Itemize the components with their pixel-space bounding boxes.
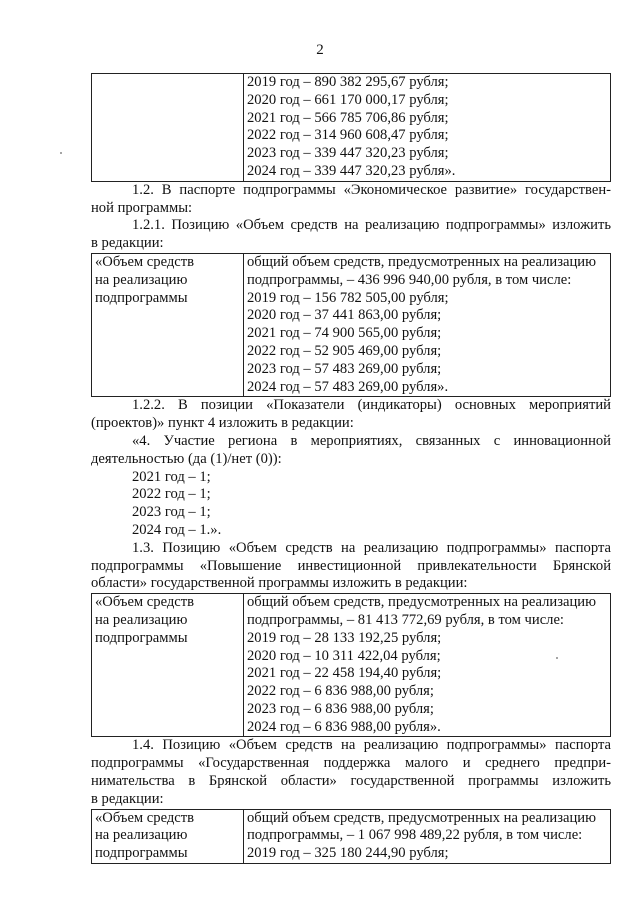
table-line: общий объем средств, предусмотренных на реализацию [247,253,597,270]
list-item: 2022 год – 1; [132,486,211,503]
paragraph-1-3-cont: подпрограммы «Повышение инвестиционной привлекательности Брянской [91,557,611,574]
table-line: 2022 год – 52 905 469,00 рубля; [247,342,442,359]
table-line: 2023 год – 6 836 988,00 рубля; [247,700,434,717]
paragraph-1-2-1: 1.2.1. Позицию «Объем средств на реализацию подпрограммы» изложить [132,217,611,234]
table-value-cell [244,253,611,396]
paragraph-1-2-1-cont: в редакции: [91,235,164,252]
funding-table-economic-development [91,253,611,397]
table-label-cell [92,809,244,863]
table-label-line: «Объем средств [95,809,195,826]
paragraph-1-2-2-cont: (проектов)» пункт 4 изложить в редакции: [91,415,354,432]
page-number: 2 [316,42,324,58]
table-label-line: «Объем средств [95,594,195,611]
table-line: 2019 год – 156 782 505,00 рубля; [247,289,449,306]
table-line: подпрограммы, – 1 067 998 489,22 рубля, в том числе: [247,827,583,844]
list-item: 2021 год – 1; [132,468,211,485]
table-line: 2021 год – 74 900 565,00 рубля; [247,325,442,342]
table-label-line: на реализацию [95,271,188,288]
table-label-line: подпрограммы [95,289,188,306]
table-line: 2022 год – 6 836 988,00 рубля; [247,683,434,700]
table-line: подпрограммы, – 436 996 940,00 рубля, в том числе: [247,271,572,288]
table-line: 2024 год – 339 447 320,23 рубля». [247,162,456,179]
list-item: 2023 год – 1; [132,504,211,521]
paragraph-1-4-cont: нимательства в Брянской области» государственной программы изложить [91,773,611,790]
table-label-line: подпрограммы [95,845,188,862]
table-line: 2021 год – 566 785 706,86 рубля; [247,109,449,126]
table-value-cell [244,809,611,863]
table-label-cell [92,594,244,737]
table-line: 2024 год – 57 483 269,00 рубля». [247,378,449,395]
table-line: общий объем средств, предусмотренных на реализацию [247,809,597,826]
paragraph-1-4-cont: в редакции: [91,790,164,807]
table-line: 2020 год – 661 170 000,17 рубля; [247,91,449,108]
table-label-cell [92,253,244,396]
table-line: 2020 год – 10 311 422,04 рубля; [247,647,441,664]
table-line: 2024 год – 6 836 988,00 рубля». [247,718,441,735]
table-label-line: на реализацию [95,827,188,844]
paragraph-1-4: 1.4. Позицию «Объем средств на реализацию подпрограммы» паспорта [132,737,611,754]
table-line: 2023 год – 339 447 320,23 рубля; [247,145,449,162]
paragraph-1-2-2: 1.2.2. В позиции «Показатели (индикаторы) основных мероприятий [132,397,611,414]
table-line: 2020 год – 37 441 863,00 рубля; [247,307,442,324]
paragraph-1-3: 1.3. Позицию «Объем средств на реализацию подпрограммы» паспорта [132,539,611,556]
funding-table-investment [91,593,611,737]
table-label-line: «Объем средств [95,253,195,270]
paragraph-1-2: 1.2. В паспорте подпрограммы «Экономическое развитие» государствен- [132,181,611,198]
paragraph-1-2-cont: ной программы: [91,199,193,216]
table-label-line: подпрограммы [95,629,188,646]
funding-table-small-business [91,809,611,864]
paragraph-item-4: «4. Участие региона в мероприятиях, связанных с инновационной [132,432,611,449]
table-value-cell [244,74,611,182]
table-line: 2019 год – 890 382 295,67 рубля; [247,74,449,90]
indicator-years-list [91,469,611,540]
scan-speck [60,152,62,154]
list-item: 2024 год – 1.». [132,521,222,538]
table-value-cell [244,594,611,737]
table-line: 2022 год – 314 960 608,47 рубля; [247,127,449,144]
table-line: 2021 год – 22 458 194,40 рубля; [247,665,442,682]
table-label-cell [92,74,244,182]
table-line: 2019 год – 325 180 244,90 рубля; [247,845,449,862]
paragraph-item-4-cont: деятельностью (да (1)/нет (0)): [91,450,282,467]
table-line: общий объем средств, предусмотренных на реализацию [247,594,597,611]
table-label-line: на реализацию [95,611,188,628]
document-body [91,73,611,864]
table-line: 2019 год – 28 133 192,25 рубля; [247,629,442,646]
table-line: 2023 год – 57 483 269,00 рубля; [247,360,442,377]
paragraph-1-4-cont: подпрограммы «Государственная поддержка малого и среднего предпри- [91,755,611,772]
paragraph-1-3-cont: области» государственной программы изложить в редакции: [91,575,468,592]
funding-table-continued [91,73,611,182]
table-line: подпрограммы, – 81 413 772,69 рубля, в том числе: [247,611,564,628]
